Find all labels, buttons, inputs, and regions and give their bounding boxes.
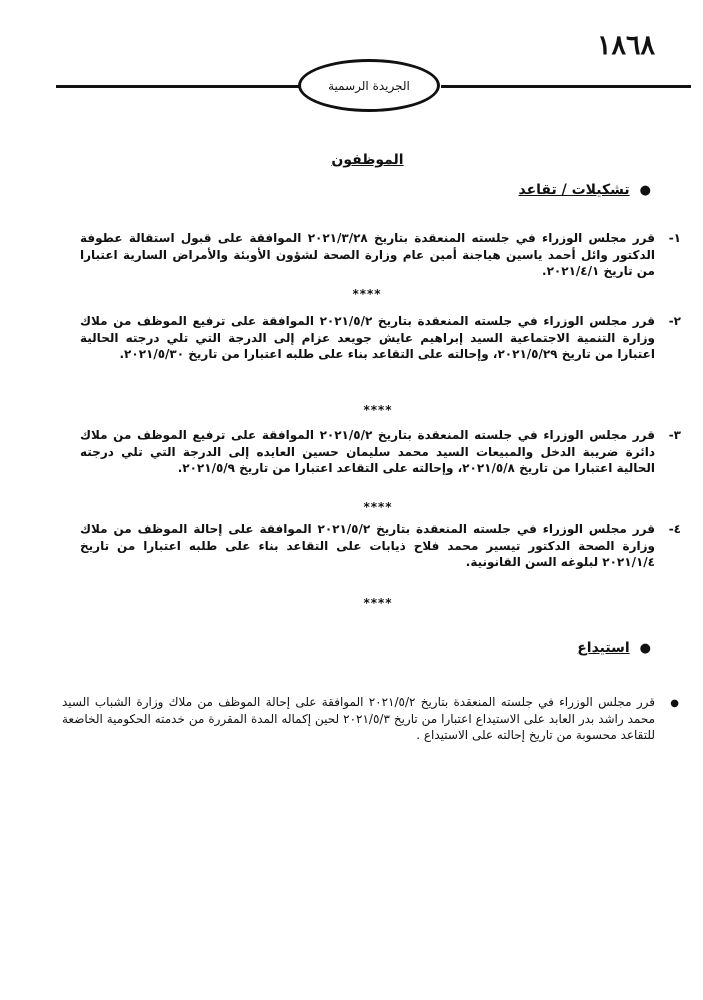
header-rule-right [441, 85, 691, 88]
separator-stars: **** [363, 500, 393, 514]
heading-pension [577, 640, 651, 656]
decision-item-2 [80, 313, 681, 363]
separator-stars: **** [363, 596, 393, 610]
gazette-title: الجريدة الرسمية [328, 78, 410, 93]
decision-item-1 [80, 230, 681, 280]
header-rule-left [56, 85, 301, 88]
heading-pension-label: استيداع [577, 640, 630, 656]
heading-retirement [518, 182, 651, 198]
gazette-title-oval [298, 59, 440, 112]
bullet-icon: ● [639, 183, 651, 198]
heading-retirement-label: تشكيلات / تقاعد [518, 182, 630, 198]
item-text: قرر مجلس الوزراء في جلسته المنعقدة بتاريخ ٢٠٢١/٣/٢٨ الموافقة على قبول استقالة عطوفة الدكتور وائل أحمد ياسين هياجنة أمين عام وزارة الصحة لشؤون الأوبئة والأمراض السارية اعتبارا من تاريخ ٢٠٢١/٤/١. [80, 231, 656, 278]
bullet-icon: ● [639, 641, 651, 656]
section-title: الموظفون [331, 152, 404, 168]
pension-decision-item [62, 694, 679, 744]
decision-item-3 [80, 427, 681, 477]
item-number: ٤- [668, 522, 681, 536]
item-text: قرر مجلس الوزراء في جلسته المنعقدة بتاريخ ٢٠٢١/٥/٢ الموافقة على ترفيع الموظف من ملاك دائرة ضريبة الدخل والمبيعات السيد محمد سليمان حسين العايده إلى الدرجة التي تلي درجته الحالية اعتبارا من تاريخ ٢٠٢١/٥/٨، وإحالته على التقاعد اعتبارا من تاريخ ٢٠٢١/٥/٩. [80, 428, 655, 475]
item-text: قرر مجلس الوزراء في جلسته المنعقدة بتاريخ ٢٠٢١/٥/٢ الموافقة على ترفيع الموظف من ملاك وزارة التنمية الاجتماعية السيد إبراهيم عايش جويعد عزام إلى الدرجة التي تلي درجته الحالية اعتبارا من تاريخ ٢٠٢١/٥/٢٩، وإحالته على التقاعد بناء على طلبه اعتبارا من تاريخ ٢٠٢١/٥/٣٠. [80, 314, 655, 361]
item-text: قرر مجلس الوزراء في جلسته المنعقدة بتاريخ ٢٠٢١/٥/٢ الموافقة على إحالة الموظف من ملاك وزارة الصحة الدكتور تيسير محمد فلاح ذيابات على التقاعد بناء على طلبه اعتبارا من تاريخ ٢٠٢١/١/٤ لبلوغه السن القانونية. [80, 522, 655, 569]
item-text: قرر مجلس الوزراء في جلسته المنعقدة بتاريخ ٢٠٢١/٥/٢ الموافقة على إحالة الموظف من ملاك وزارة الشباب السيد محمد راشد بدر العابد على الاستيداع اعتبارا من تاريخ ٢٠٢١/٥/٣ لحين إكماله المدة المقررة من خدمته الحكومية الخاضعة للتقاعد محسوبة من تاريخ إحالته على الاستيداع . [62, 695, 656, 742]
decision-item-4 [80, 521, 681, 571]
item-number: ١- [668, 231, 681, 245]
item-number: ٣- [668, 428, 681, 442]
separator-stars: **** [352, 287, 382, 301]
item-number: ٢- [668, 314, 681, 328]
bullet-icon: ● [670, 698, 679, 709]
page-number: ١٨٦٨ [597, 30, 656, 61]
separator-stars: **** [363, 403, 393, 417]
